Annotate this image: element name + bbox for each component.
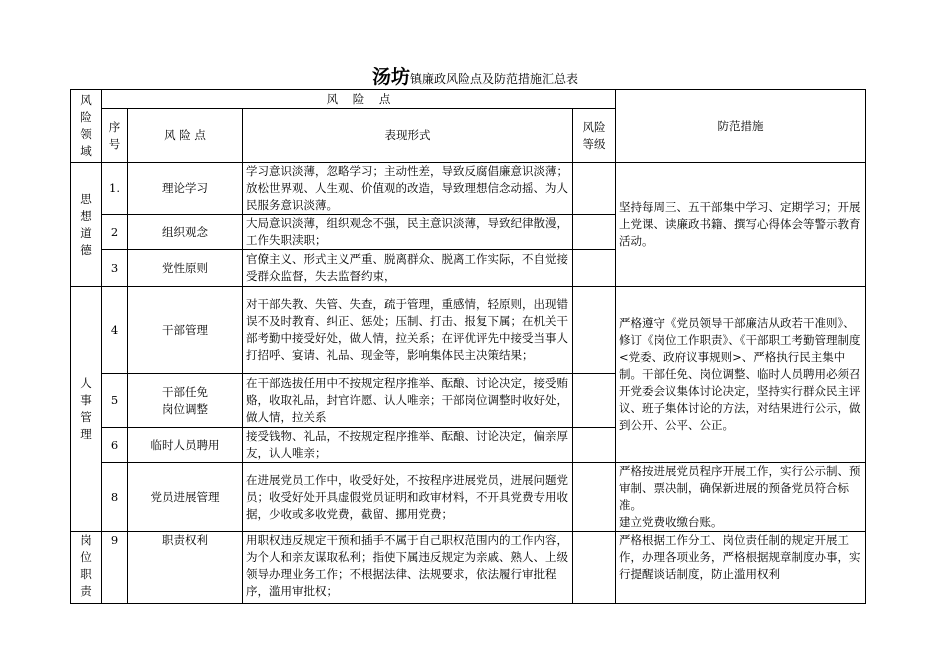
table-row	[71, 532, 866, 604]
document-title	[0, 62, 950, 89]
header-risk-point-group: 风 险 点	[102, 90, 616, 109]
row-seq: 4	[102, 287, 128, 374]
row-point: 干部管理	[128, 287, 243, 374]
header-measures: 防范措施	[616, 90, 866, 163]
header-area	[71, 90, 102, 163]
row-manifestation: 在进展党员工作中，收受好处，不按程序进展党员，进展问题党员；收受好处开具虚假党员证明和政审材料，不开具党费专用收据，少收或多收党费，截留、挪用党费；	[243, 463, 573, 532]
title-rest: 镇廉政风险点及防范措施汇总表	[410, 72, 579, 86]
row-manifestation: 学习意识淡薄，忽略学习；主动性差，导致反腐倡廉意识淡薄；放松世界观、人生观、价值观的改造，导致理想信念动摇、为人民服务意识淡薄。	[243, 163, 573, 215]
header-manifestation: 表现形式	[243, 109, 573, 163]
row-seq: 3	[102, 250, 128, 287]
area-ideology: 思想道德	[71, 163, 102, 287]
area-duty: 岗位职责	[71, 532, 102, 604]
measures-party: 严格按进展党员程序开展工作，实行公示制、预审制、票决制，确保新进展的预备党员符合标准。 建立党费收缴台账。	[616, 463, 866, 532]
row-seq: 1.	[102, 163, 128, 215]
header-level: 风险等级	[573, 109, 616, 163]
header-seq: 序号	[102, 109, 128, 163]
table-row	[71, 287, 866, 374]
row-seq: 5	[102, 374, 128, 428]
table-row	[71, 163, 866, 215]
row-seq: 8	[102, 463, 128, 532]
row-point: 党员进展管理	[128, 463, 243, 532]
row-manifestation: 官僚主义、形式主义严重、脱离群众、脱离工作实际，不自觉接受群众监督，失去监督约束，	[243, 250, 573, 287]
header-area-label: 风险领域	[80, 93, 92, 158]
row-point: 理论学习	[128, 163, 243, 215]
row-level	[573, 287, 616, 374]
row-level	[573, 463, 616, 532]
row-level	[573, 250, 616, 287]
area-personnel: 人事管理	[71, 287, 102, 532]
row-level	[573, 215, 616, 250]
row-level	[573, 428, 616, 463]
row-level	[573, 374, 616, 428]
row-point: 干部任免 岗位调整	[128, 374, 243, 428]
row-point: 临时人员聘用	[128, 428, 243, 463]
row-level	[573, 163, 616, 215]
row-manifestation: 用职权违反规定干预和插手不属于自己职权范围内的工作内容，为个人和亲友谋取私利；指使下属违反规定为亲戚、熟人、上级领导办理业务工作；不根据法律、法规要求，依法履行审批程序，滥用审批权；	[243, 532, 573, 604]
measures-duty: 严格根据工作分工、岗位责任制的规定开展工作，办理各项业务，严格根据规章制度办事，实行提醒谈话制度，防止滥用权利	[616, 532, 866, 604]
row-manifestation: 接受钱物、礼品，不按规定程序推举、酝酿、讨论决定，偏亲厚友，认人唯亲；	[243, 428, 573, 463]
row-manifestation: 大局意识淡薄，组织观念不强，民主意识淡薄，导致纪律散漫，工作失职渎职；	[243, 215, 573, 250]
measures-ideology: 坚持每周三、五干部集中学习、定期学习；开展上党课、读廉政书籍、撰写心得体会等警示教育活动。	[616, 163, 866, 287]
header-row-1	[71, 90, 866, 109]
measures-personnel: 严格遵守《党员领导干部廉洁从政若干准则》、修订《岗位工作职责》、《干部职工考勤管理制度<党委、政府议事规则>、严格执行民主集中制。干部任免、岗位调整、临时人员聘用必须召开党委会议集体讨论决定，坚持实行群众民主评议、班子集体讨论的方法，对结果进行公示，做到公开、公平、公正。	[616, 287, 866, 463]
row-seq: 9	[102, 532, 128, 604]
header-risk-point: 风 险 点	[128, 109, 243, 163]
row-point: 党性原则	[128, 250, 243, 287]
row-seq: 2	[102, 215, 128, 250]
risk-table	[70, 89, 866, 604]
row-point: 职责权利	[128, 532, 243, 604]
row-level	[573, 532, 616, 604]
row-manifestation: 对干部失教、失管、失查，疏于管理，重感情，轻原则，出现错误不及时教育、纠正、惩处；压制、打击、报复下属；在机关干部考勤中接受好处，做人情，拉关系；在评优评先中接受当事人打招呼、宴请、礼品、现金等，影响集体民主决策结果；	[243, 287, 573, 374]
row-manifestation: 在干部选拔任用中不按规定程序推举、酝酿、讨论决定，接受贿赂，收取礼品，封官许愿、认人唯亲；干部岗位调整时收好处，做人情，拉关系	[243, 374, 573, 428]
title-town: 汤坊	[371, 66, 410, 88]
row-point: 组织观念	[128, 215, 243, 250]
row-seq: 6	[102, 428, 128, 463]
table-row	[71, 463, 866, 532]
